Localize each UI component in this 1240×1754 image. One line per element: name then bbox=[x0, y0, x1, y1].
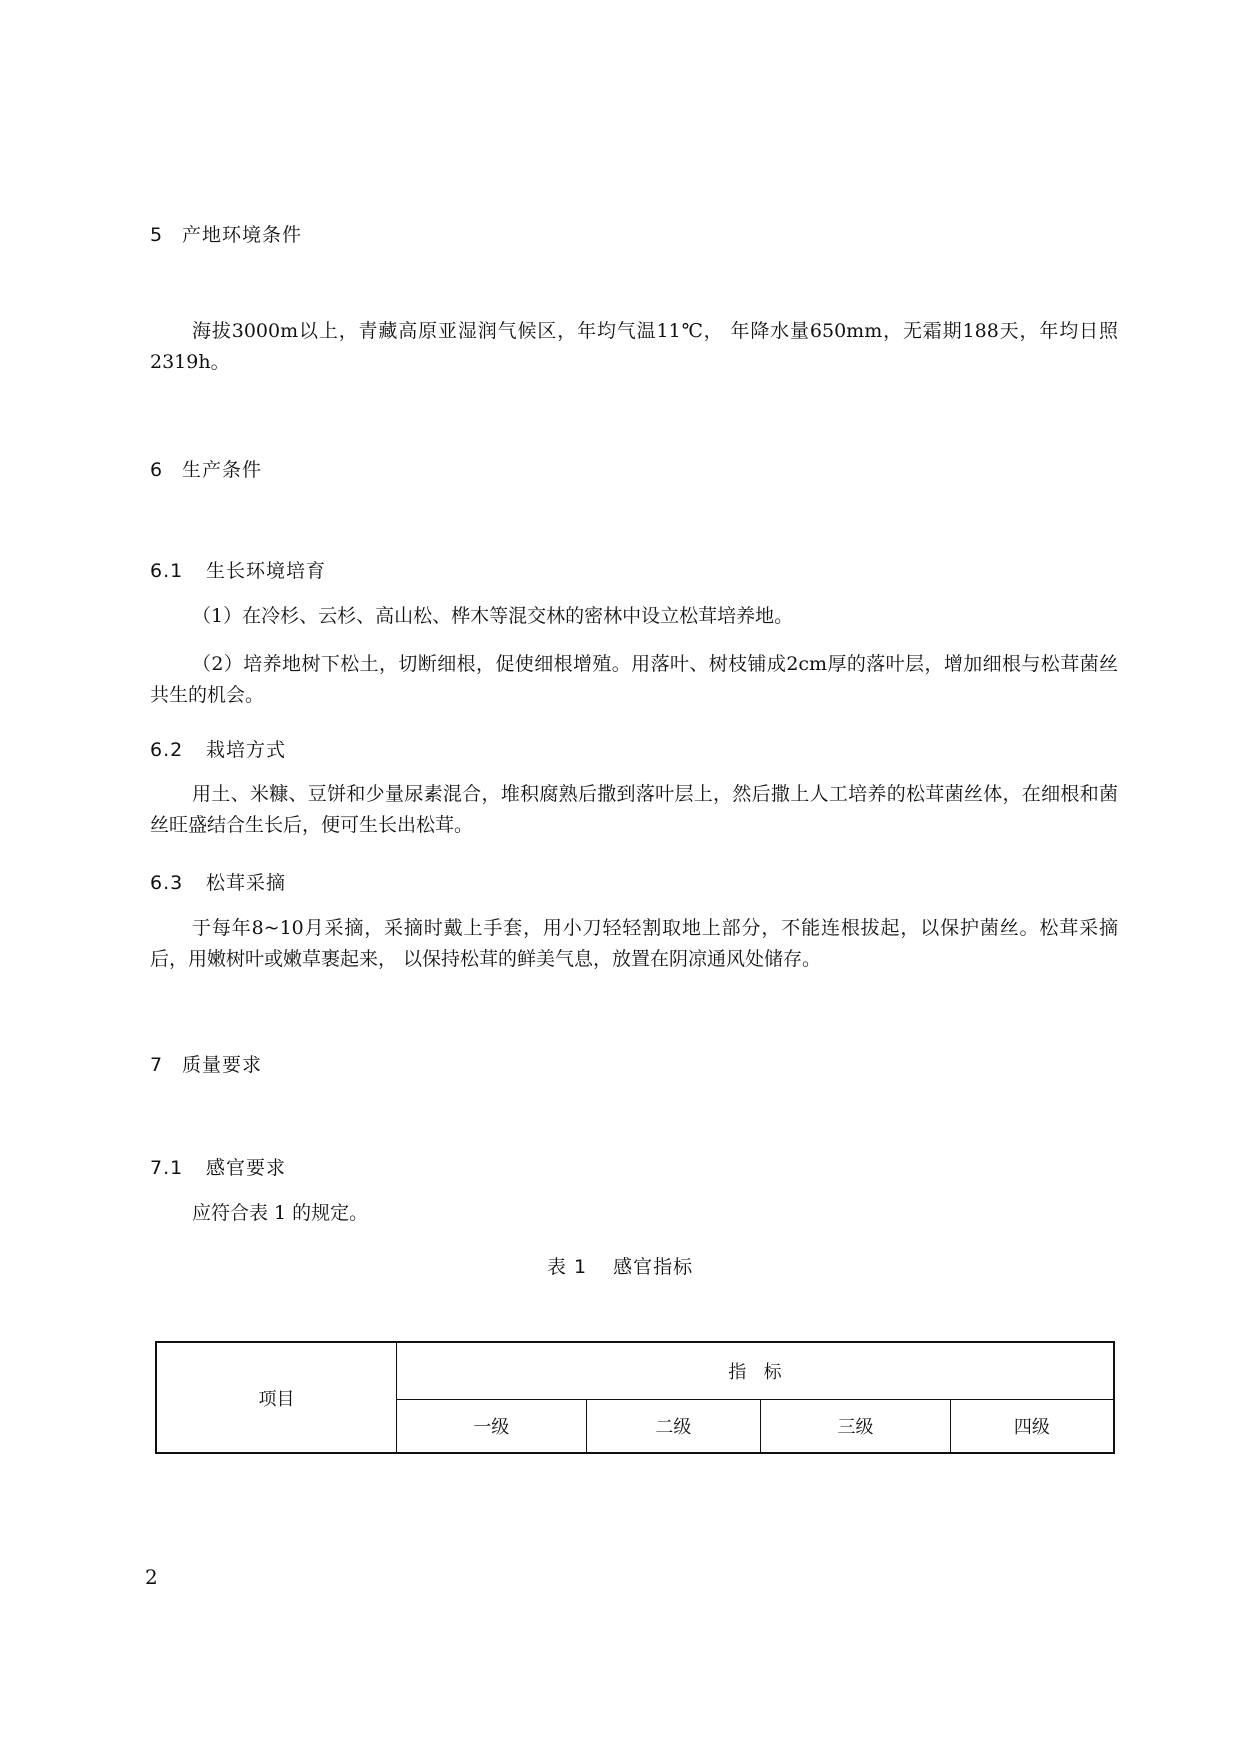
section-5-text: 海拔3000m以上，青藏高原亚湿润气候区，年均气温11℃， 年降水量650mm，无霜期188天，年均日照2319h。 bbox=[150, 320, 1118, 373]
page-number: 2 bbox=[145, 1565, 158, 1589]
section-number: 6.3 bbox=[150, 872, 184, 894]
section-number: 6.1 bbox=[150, 560, 184, 582]
section-6-2-paragraph: 用土、米糠、豆饼和少量尿素混合，堆积腐熟后撒到落叶层上，然后撒上人工培养的松茸菌丝体，在细根和菌丝旺盛结合生长后，便可生长出松茸。 bbox=[150, 783, 1118, 836]
grade-3-header: 三级 bbox=[761, 1400, 951, 1454]
section-title: 生产条件 bbox=[182, 459, 263, 481]
index-header-cell: 指 标 bbox=[396, 1342, 1114, 1400]
section-6-1-heading bbox=[150, 556, 326, 583]
section-title: 栽培方式 bbox=[206, 739, 287, 761]
section-6-2-heading bbox=[150, 735, 286, 762]
sensory-index-table bbox=[155, 1341, 1115, 1454]
section-7-1-paragraph: 应符合表 1 的规定。 bbox=[192, 1202, 369, 1224]
section-6-1-paragraph-1: （1）在冷杉、云杉、高山松、桦木等混交林的密林中设立松茸培养地。 bbox=[192, 605, 794, 627]
section-6-3-paragraph: 于每年8~10月采摘，采摘时戴上手套，用小刀轻轻割取地上部分，不能连根拔起，以保护菌丝。松茸采摘后，用嫩树叶或嫩草裹起来， 以保持松茸的鲜美气息，放置在阴凉通风处储存。 bbox=[150, 917, 1118, 970]
table-caption-title: 感官指标 bbox=[613, 1256, 694, 1278]
section-6-heading bbox=[150, 455, 262, 482]
section-6-3-heading bbox=[150, 868, 286, 895]
section-5-heading bbox=[150, 220, 302, 247]
section-number: 6.2 bbox=[150, 739, 184, 761]
section-number: 5 bbox=[150, 224, 164, 246]
section-title: 产地环境条件 bbox=[182, 224, 303, 246]
section-title: 质量要求 bbox=[182, 1054, 263, 1076]
section-7-heading bbox=[150, 1050, 262, 1077]
section-title: 松茸采摘 bbox=[206, 872, 287, 894]
section-number: 7.1 bbox=[150, 1157, 184, 1179]
section-number: 7 bbox=[150, 1054, 164, 1076]
section-title: 生长环境培育 bbox=[206, 560, 327, 582]
item-header-cell: 项目 bbox=[156, 1342, 396, 1453]
grade-4-header: 四级 bbox=[950, 1400, 1114, 1454]
grade-1-header: 一级 bbox=[396, 1400, 586, 1454]
table-caption-number: 表 1 bbox=[546, 1256, 588, 1278]
section-6-1-paragraph-2: （2）培养地树下松土，切断细根，促使细根增殖。用落叶、树枝铺成2cm厚的落叶层，增加细根与松茸菌丝共生的机会。 bbox=[150, 653, 1118, 706]
section-title: 感官要求 bbox=[206, 1157, 287, 1179]
section-7-1-heading bbox=[150, 1153, 286, 1180]
table-1-caption bbox=[0, 1252, 1240, 1279]
section-number: 6 bbox=[150, 459, 164, 481]
grade-2-header: 二级 bbox=[586, 1400, 761, 1454]
